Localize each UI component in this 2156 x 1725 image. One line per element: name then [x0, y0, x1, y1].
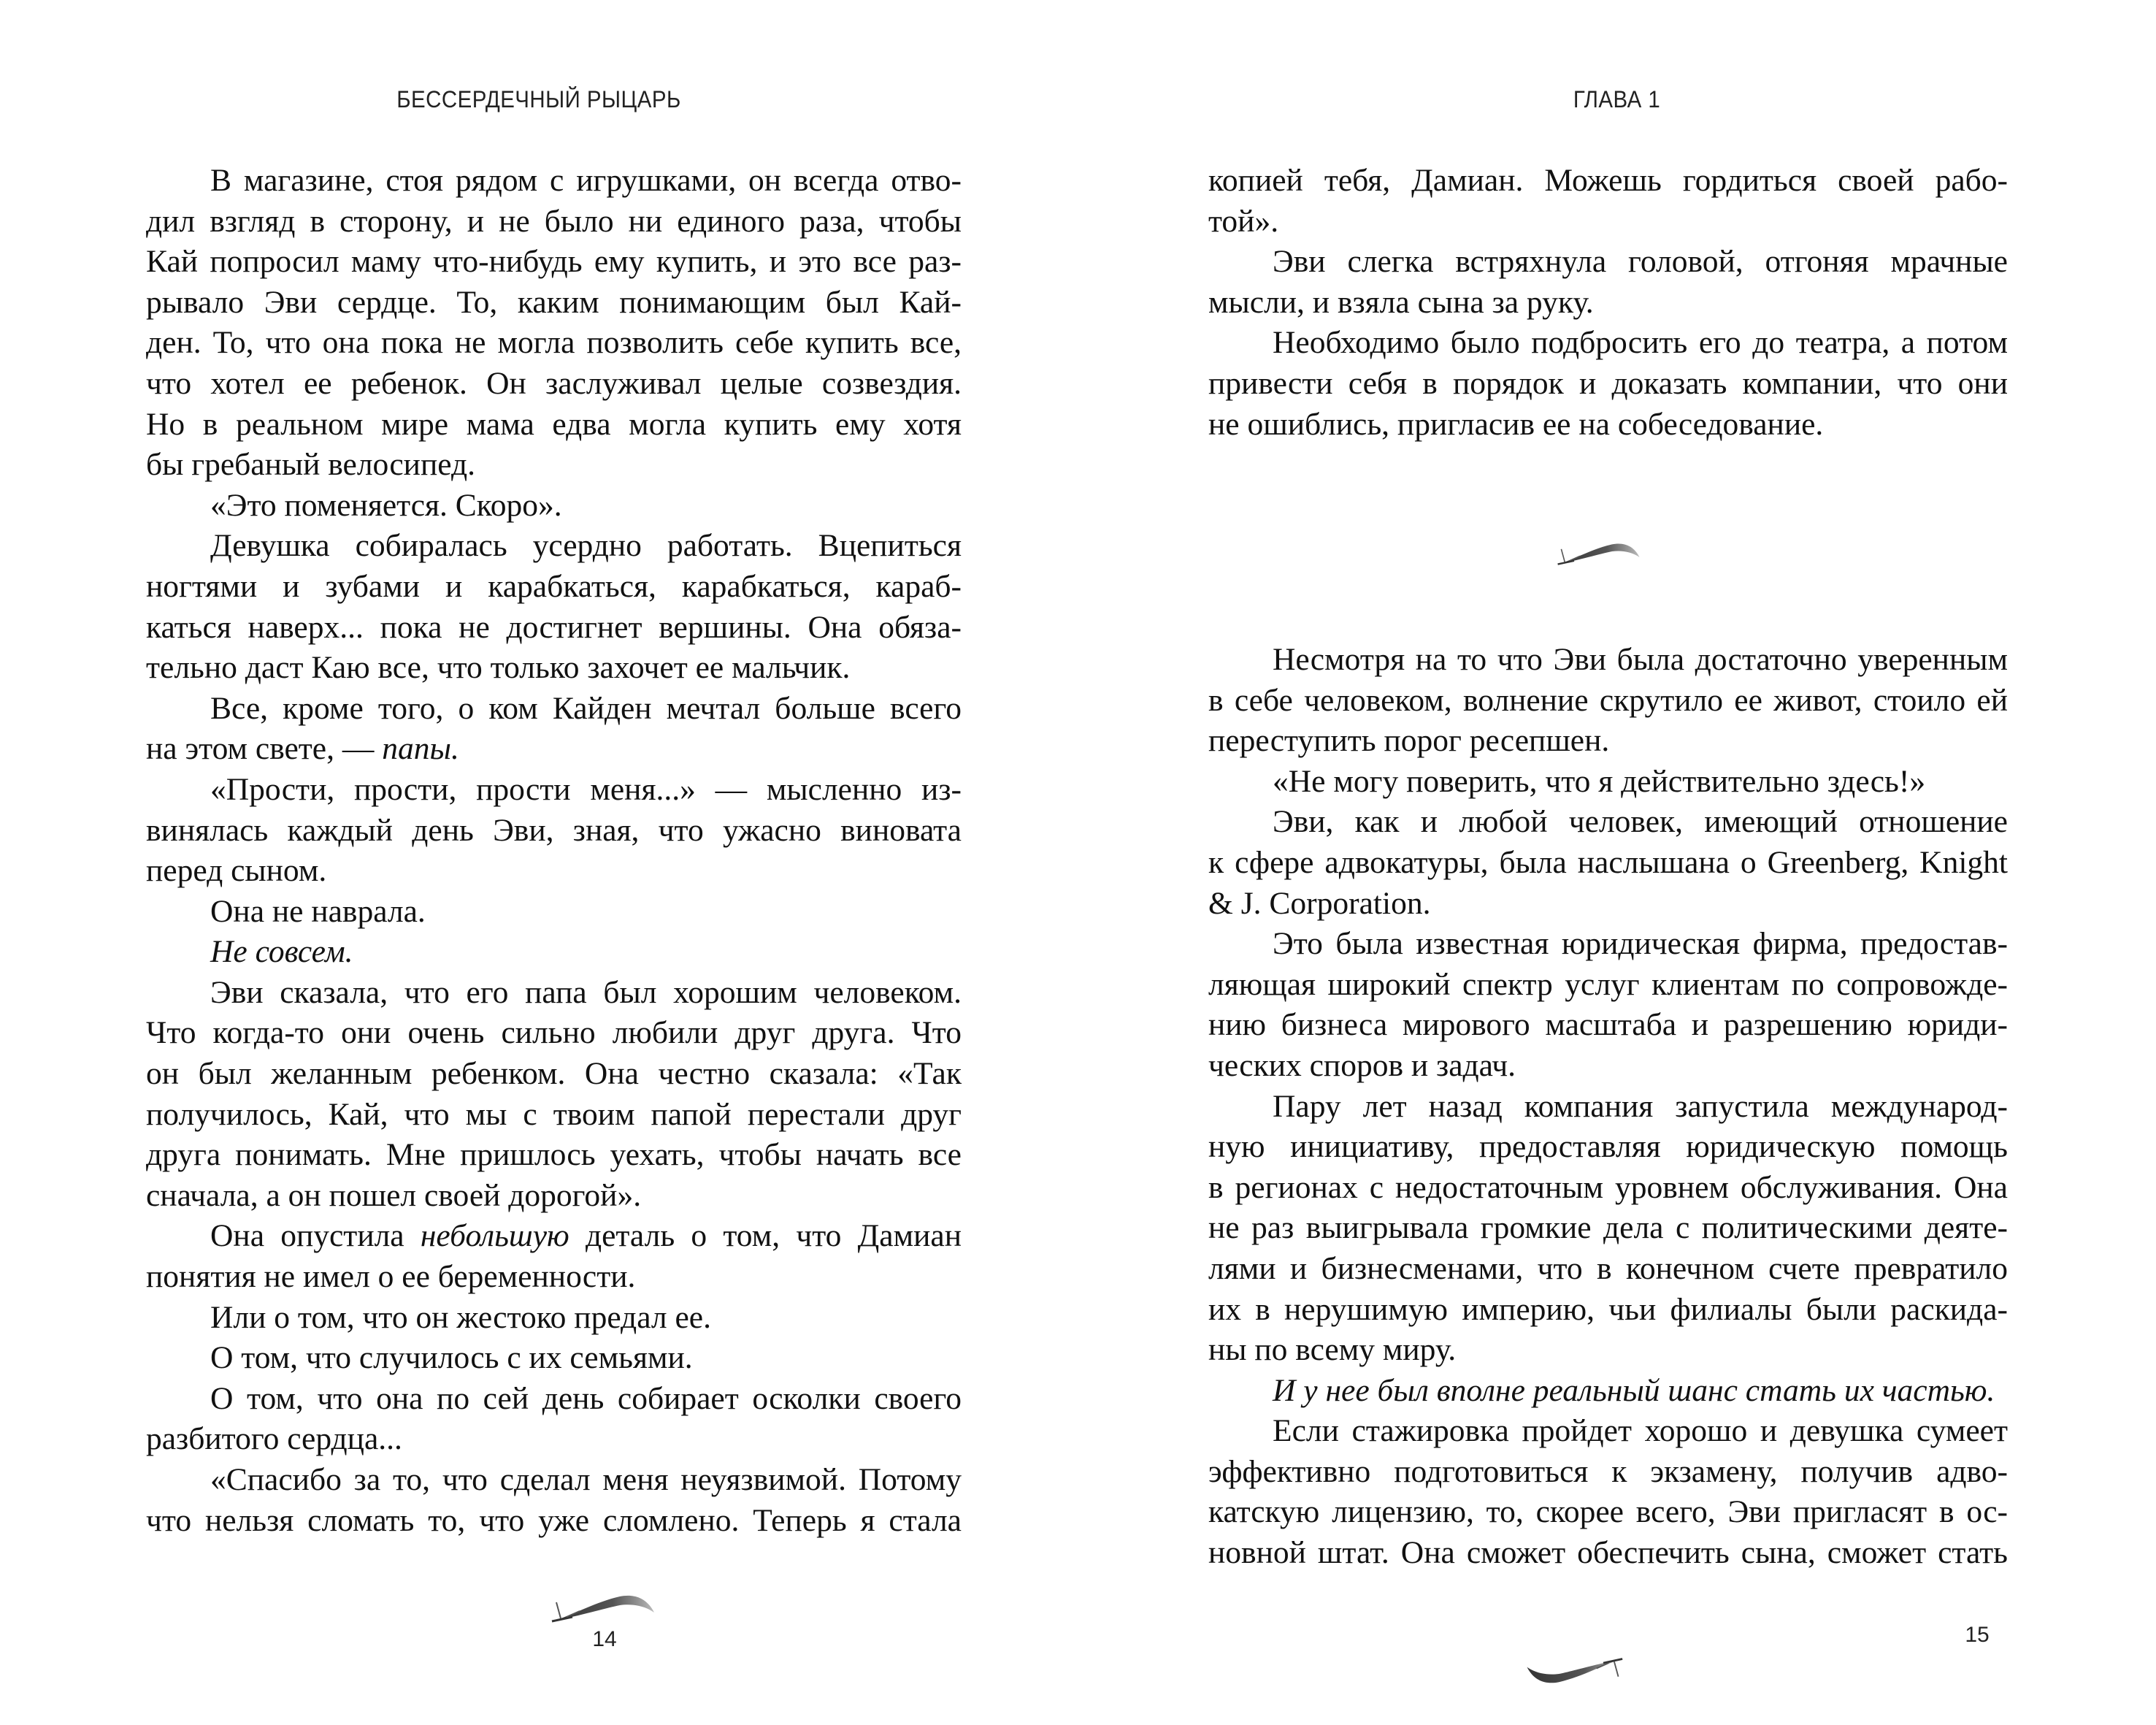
- line-text: новной штат. Она сможет обеспечить сына, сможет стать: [1208, 1535, 2008, 1571]
- text-line: [146, 1419, 962, 1460]
- text-line-content: [1208, 1208, 2008, 1249]
- text-line: [146, 1216, 962, 1257]
- text-line: [146, 445, 962, 486]
- feather-ornament-graphic: [1522, 1653, 1624, 1694]
- text-line: [1208, 721, 2008, 762]
- text-line-content: [210, 1379, 962, 1420]
- line-text: ляющая широкий спектр услуг клиентам по сопровожде-: [1208, 966, 2008, 1002]
- text-line-content: [1273, 1371, 2008, 1412]
- line-text: их в нерушимую империю, чьи филиалы были раскида-: [1208, 1291, 2008, 1327]
- text-line-content: [1208, 1452, 2008, 1493]
- text-line: [146, 851, 962, 892]
- text-line: [146, 1054, 962, 1095]
- text-line-content: [146, 608, 962, 649]
- text-line: [146, 770, 962, 811]
- line-text: Если стажировка пройдет хорошо и девушка сумеет: [1273, 1413, 2008, 1449]
- text-line: [146, 202, 962, 242]
- line-text: рывало Эви сердце. То, каким понимающим был Кай-: [146, 284, 962, 320]
- running-head-book-title: БЕССЕРДЕЧНЫЙ РЫЦАРЬ: [396, 86, 681, 112]
- line-text: катскую лицензию, то, скорее всего, Эви пригласят в ос-: [1208, 1494, 2008, 1530]
- text-line: [1208, 640, 2008, 681]
- text-line-content: [146, 1013, 962, 1054]
- text-line-content: [146, 851, 962, 892]
- line-text: О том, что она по сей день собирает осколки своего: [210, 1380, 962, 1416]
- text-line-content: [210, 770, 962, 811]
- text-line-content: [210, 892, 962, 933]
- line-text: ден. То, что она пока не могла позволить себе купить все,: [146, 325, 962, 361]
- text-line: [146, 1501, 962, 1542]
- text-line: [146, 283, 962, 324]
- line-text: «Не могу поверить, что я действительно здесь!»: [1273, 763, 1926, 799]
- text-line: [1208, 323, 2008, 364]
- line-text: Девушка собиралась усердно работать. Вцепиться: [210, 528, 962, 564]
- text-line-content: [210, 486, 962, 527]
- line-text: сначала, а он пошел своей дорогой».: [146, 1177, 642, 1213]
- line-text: Кай попросил маму что-нибудь ему купить, и это все раз-: [146, 244, 962, 280]
- text-line-content: [1208, 1330, 2008, 1371]
- text-line: [1208, 1492, 2008, 1533]
- line-text: получилось, Кай, что мы с твоим папой перестали друг: [146, 1096, 962, 1132]
- text-line-content: [210, 161, 962, 202]
- text-line: [1208, 1290, 2008, 1331]
- line-text: Необходимо было подбросить его до театра, а потом: [1273, 325, 2008, 361]
- text-line-content: [1208, 202, 2008, 242]
- line-text: эффективно подготовиться к экзамену, получив адво-: [1208, 1453, 2008, 1489]
- text-line: [146, 567, 962, 608]
- text-line: [146, 1176, 962, 1217]
- text-line-content: [210, 1216, 962, 1257]
- text-line-content: [210, 1298, 962, 1339]
- line-text: в регионах с недостаточным уровнем обслуживания. Она: [1208, 1169, 2008, 1205]
- text-line: [1208, 1168, 2008, 1209]
- text-line: [1208, 924, 2008, 965]
- line-text: ногтями и зубами и карабкаться, карабкаться, караб-: [146, 568, 962, 604]
- line-text: О том, что случилось с их семьями.: [210, 1340, 693, 1376]
- text-line-content: [1208, 283, 2008, 324]
- line-text-italic: небольшую: [420, 1218, 569, 1254]
- line-text: той».: [1208, 203, 1279, 239]
- text-line: [146, 608, 962, 649]
- text-line: [146, 1095, 962, 1136]
- text-line: [146, 161, 962, 202]
- text-line-content: [1208, 1249, 2008, 1290]
- right-page: [1078, 0, 2156, 1725]
- text-line: [1208, 762, 2008, 803]
- text-line: [1208, 364, 2008, 405]
- line-text: винялась каждый день Эви, зная, что ужасно виновата: [146, 812, 962, 848]
- line-text: Что когда-то они очень сильно любили друг друга. Что: [146, 1015, 962, 1051]
- text-line: [1208, 1005, 2008, 1046]
- line-text: в себе человеком, волнение скрутило ее живот, стоило ей: [1208, 682, 2008, 718]
- text-line: [146, 811, 962, 852]
- feather-icon: [1557, 533, 1644, 573]
- text-line: [146, 1013, 962, 1054]
- line-text: перед сыном.: [146, 853, 327, 889]
- left-page-body-text: [146, 161, 962, 1541]
- text-line-content: [146, 1176, 962, 1217]
- line-text: привести себя в порядок и доказать компании, что они: [1208, 365, 2008, 401]
- text-line: [1208, 681, 2008, 722]
- text-line: [1208, 242, 2008, 283]
- text-line: [1208, 1087, 2008, 1128]
- text-line-content: [146, 811, 962, 852]
- line-text: дил взгляд в сторону, и не было ни единого раза, чтобы: [146, 203, 962, 239]
- line-text: «Это поменяется. Скоро».: [210, 487, 562, 523]
- text-line-content: [146, 242, 962, 283]
- line-text: лями и бизнесменами, что в конечном счете превратило: [1208, 1250, 2008, 1286]
- line-text: не раз выигрывала громкие дела с политическими деяте-: [1208, 1210, 2008, 1246]
- text-line: [146, 405, 962, 445]
- text-line: [1208, 1371, 2008, 1412]
- line-text: что хотел ее ребенок. Он заслуживал целые созвездия.: [146, 365, 962, 401]
- line-text: что нельзя сломать то, что уже сломлено. Теперь я стала: [146, 1502, 962, 1538]
- line-text: Она опустила: [210, 1218, 421, 1254]
- text-line: [146, 1257, 962, 1298]
- text-line-content: [146, 1135, 962, 1176]
- text-line: [1208, 405, 2008, 445]
- text-line: [1208, 1411, 2008, 1452]
- text-line-content: [1273, 242, 2008, 283]
- text-line-content: [1273, 802, 2008, 843]
- text-line-content: [1273, 1087, 2008, 1128]
- line-text: на этом свете, —: [146, 731, 383, 767]
- line-text: & J. Corporation.: [1208, 885, 1431, 921]
- text-line: [146, 1338, 962, 1379]
- text-line-content: [146, 1257, 962, 1298]
- text-line-content: [1273, 323, 2008, 364]
- text-line-content: [210, 689, 962, 730]
- line-text: деталь о том, что Дамиан: [569, 1218, 962, 1254]
- line-text: «Прости, прости, прости меня...» — мысленно из-: [210, 771, 962, 807]
- text-line-content: [1273, 762, 2008, 803]
- line-text: разбитого сердца...: [146, 1421, 402, 1457]
- text-line-content: [1208, 161, 2008, 202]
- text-line-content: [1208, 1046, 2008, 1087]
- text-line-content: [1208, 1290, 2008, 1331]
- line-text-italic: папы.: [382, 731, 459, 767]
- text-line: [1208, 1330, 2008, 1371]
- feather-icon: [1522, 1653, 1624, 1698]
- line-text: Эви слегка встряхнула головой, отгоняя мрачные: [1273, 244, 2008, 280]
- text-line-content: [1208, 1533, 2008, 1574]
- line-text: Она не наврала.: [210, 893, 426, 929]
- text-line-content: [146, 648, 962, 689]
- right-page-body-text-after-break: [1208, 640, 2008, 1574]
- feather-ornament-graphic: [550, 1583, 660, 1627]
- text-line-content: [1208, 721, 2008, 762]
- text-line-content: [210, 1338, 962, 1379]
- text-line-content: [146, 323, 962, 364]
- text-line-content: [1208, 1005, 2008, 1046]
- text-line-content: [1208, 843, 2008, 884]
- text-line: [1208, 843, 2008, 884]
- text-line: [1208, 1208, 2008, 1249]
- text-line-content: [146, 202, 962, 242]
- text-line: [146, 729, 962, 770]
- line-text: копией тебя, Дамиан. Можешь гордиться своей рабо-: [1208, 163, 2008, 198]
- text-line: [146, 323, 962, 364]
- text-line-content: [146, 1419, 962, 1460]
- line-text: Или о том, что он жестоко предал ее.: [210, 1299, 711, 1335]
- line-text: Пару лет назад компания запустила международ-: [1273, 1088, 2008, 1124]
- text-line: [1208, 802, 2008, 843]
- text-line-content: [210, 932, 962, 973]
- text-line: [146, 892, 962, 933]
- line-text: к сфере адвокатуры, была наслышана о Greenberg, Knight: [1208, 844, 2008, 880]
- running-head-chapter: ГЛАВА 1: [1573, 86, 1661, 112]
- text-line-content: [146, 729, 962, 770]
- text-line: [1208, 965, 2008, 1006]
- text-line: [1208, 1452, 2008, 1493]
- text-line: [1208, 1249, 2008, 1290]
- text-line-content: [1273, 1411, 2008, 1452]
- text-line-content: [146, 1501, 962, 1542]
- text-line: [146, 1379, 962, 1420]
- line-text: понятия не имел о ее беременности.: [146, 1259, 636, 1295]
- text-line-content: [146, 567, 962, 608]
- text-line: [1208, 1533, 2008, 1574]
- text-line-content: [146, 283, 962, 324]
- text-line-content: [1273, 640, 2008, 681]
- text-line-content: [1208, 1168, 2008, 1209]
- text-line: [146, 1135, 962, 1176]
- text-line-content: [1208, 1127, 2008, 1168]
- line-text: он был желанным ребенком. Она честно сказала: «Так: [146, 1056, 962, 1092]
- text-line-content: [1208, 681, 2008, 722]
- text-line-content: [210, 1460, 962, 1501]
- line-text: Несмотря на то что Эви была достаточно уверенным: [1273, 642, 2008, 677]
- line-text: Эви сказала, что его папа был хорошим человеком.: [210, 974, 962, 1010]
- line-text: друга понимать. Мне пришлось уехать, чтобы начать все: [146, 1137, 962, 1173]
- line-text: «Спасибо за то, что сделал меня неуязвимой. Потому: [210, 1462, 962, 1497]
- line-text: не ошиблись, пригласив ее на собеседование.: [1208, 406, 1824, 442]
- text-line-content: [1208, 1492, 2008, 1533]
- text-line: [146, 526, 962, 567]
- text-line: [146, 932, 962, 973]
- text-line: [1208, 283, 2008, 324]
- text-line: [146, 242, 962, 283]
- line-text: Эви, как и любой человек, имеющий отношение: [1273, 804, 2008, 840]
- text-line: [146, 689, 962, 730]
- text-line: [146, 1298, 962, 1339]
- right-page-body-text-before-break: [1208, 161, 2008, 445]
- text-line-content: [1273, 924, 2008, 965]
- text-line: [146, 486, 962, 527]
- text-line-content: [146, 445, 962, 486]
- text-line-content: [1208, 965, 2008, 1006]
- text-line: [146, 364, 962, 405]
- text-line: [146, 973, 962, 1014]
- section-break-feather-graphic: [1557, 533, 1644, 570]
- line-text: ческих споров и задач.: [1208, 1047, 1516, 1083]
- line-text-italic: И у нее был вполне реальный шанс стать их частью.: [1273, 1372, 1995, 1408]
- line-text: каться наверх... пока не достигнет вершины. Она обяза-: [146, 609, 962, 645]
- line-text: ны по всему миру.: [1208, 1332, 1457, 1368]
- text-line-content: [1208, 405, 2008, 445]
- page-number: 14: [592, 1627, 617, 1651]
- text-line-content: [146, 405, 962, 445]
- text-line-content: [1208, 884, 2008, 925]
- line-text: мысли, и взяла сына за руку.: [1208, 284, 1594, 320]
- line-text: переступить порог ресепшен.: [1208, 723, 1610, 759]
- text-line-content: [210, 973, 962, 1014]
- page-number: 15: [1965, 1623, 1990, 1647]
- text-line: [1208, 884, 2008, 925]
- line-text: В магазине, стоя рядом с игрушками, он всегда отво-: [210, 163, 962, 198]
- line-text: ную инициативу, предоставляя юридическую помощь: [1208, 1129, 2008, 1165]
- text-line-content: [146, 1054, 962, 1095]
- text-line: [1208, 202, 2008, 242]
- text-line: [1208, 1046, 2008, 1087]
- feather-icon: [550, 1583, 660, 1631]
- text-line-content: [1208, 364, 2008, 405]
- text-line: [146, 1460, 962, 1501]
- line-text: нию бизнеса мирового масштаба и разрешению юриди-: [1208, 1007, 2008, 1043]
- text-line-content: [146, 364, 962, 405]
- text-line: [1208, 1127, 2008, 1168]
- line-text: Все, кроме того, о ком Кайден мечтал больше всего: [210, 690, 962, 726]
- text-line: [146, 648, 962, 689]
- line-text: Это была известная юридическая фирма, предостав-: [1273, 926, 2008, 962]
- line-text: Но в реальном мире мама едва могла купить ему хотя: [146, 406, 962, 442]
- line-text: бы гребаный велосипед.: [146, 447, 475, 483]
- text-line-content: [146, 1095, 962, 1136]
- text-line-content: [210, 526, 962, 567]
- text-line: [1208, 161, 2008, 202]
- line-text-italic: Не совсем.: [210, 934, 353, 970]
- line-text: тельно даст Каю все, что только захочет ее мальчик.: [146, 650, 851, 686]
